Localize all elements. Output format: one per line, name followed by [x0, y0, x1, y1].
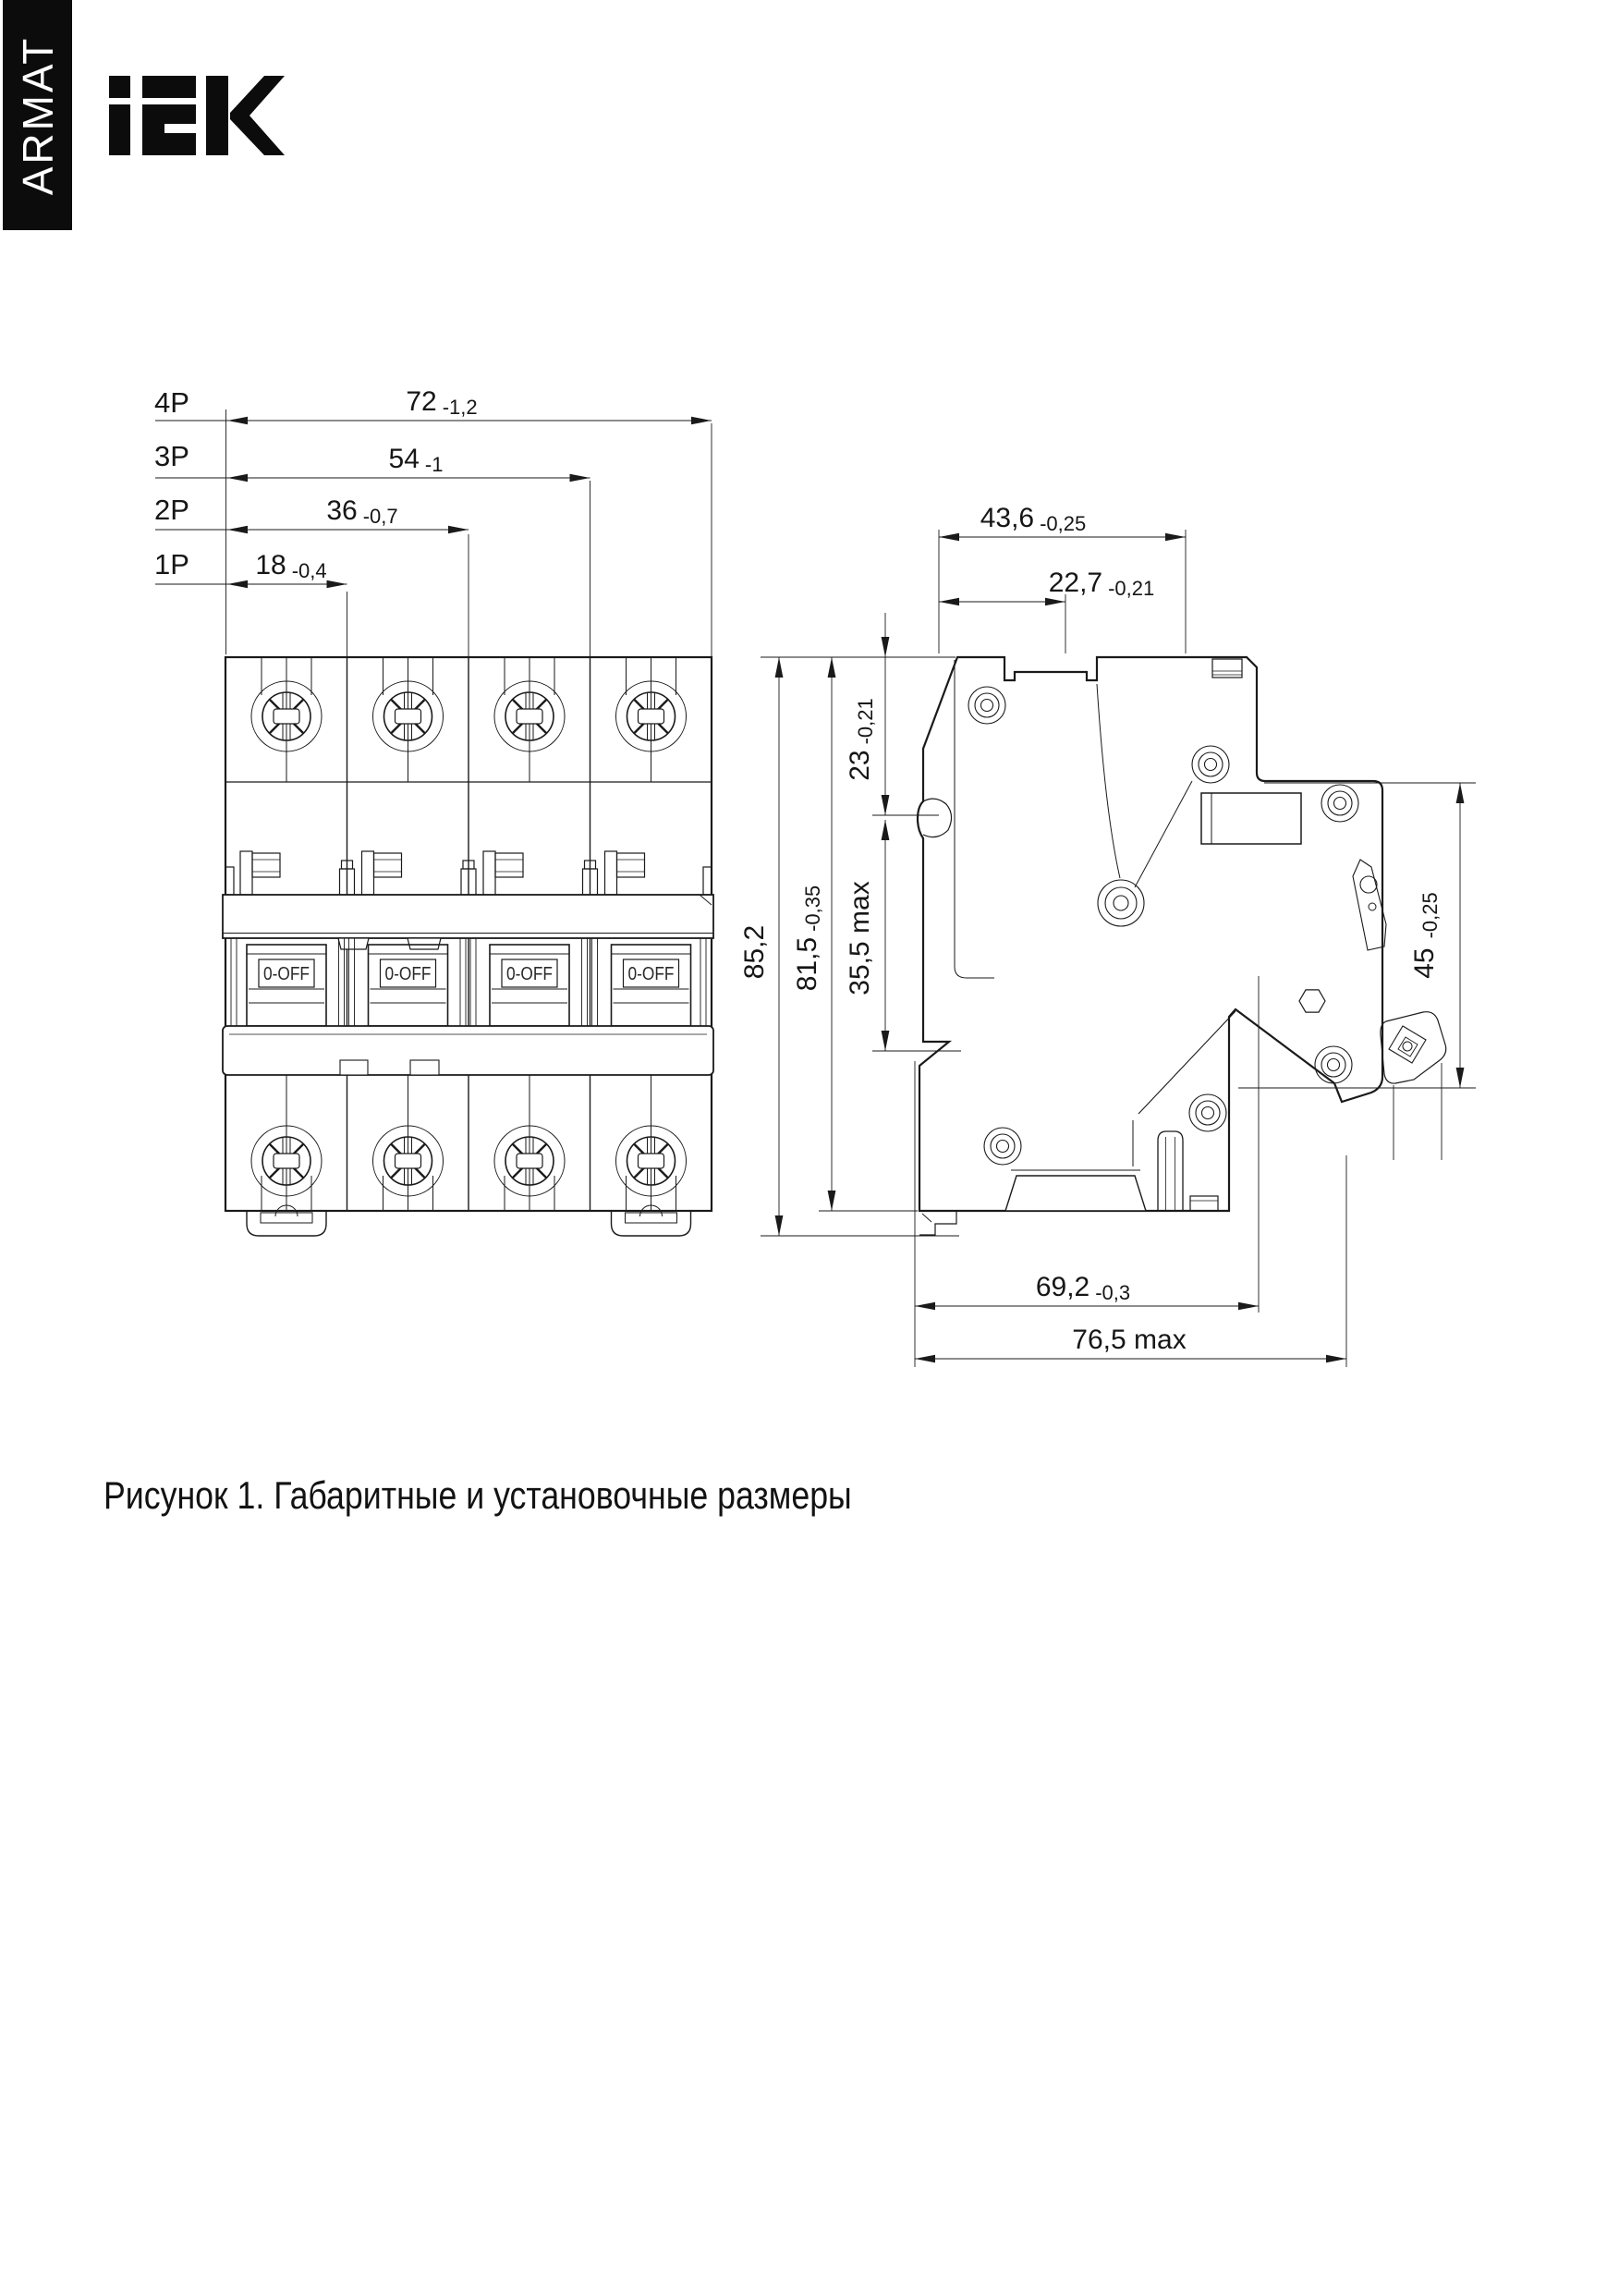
series-label: ARMAT [13, 35, 62, 195]
handle-label-4: 0-OFF [627, 964, 675, 984]
dim-side-width-top: 43,6 -0,25 [980, 503, 1087, 535]
pole-label-4p: 4P [154, 386, 189, 419]
pole-label-2p: 2P [154, 494, 189, 526]
dim-width-4p: 72 -1,2 [406, 386, 478, 419]
handle-label-2: 0-OFF [384, 964, 432, 984]
dim-side-depth-mid: 35,5 max [845, 881, 875, 995]
front-view-body-linework [223, 657, 713, 1236]
dim-side-height-body: 81,5-0,35 [792, 885, 824, 992]
dim-side-depth-top: 23-0,21 [845, 698, 877, 781]
side-view [739, 503, 1476, 1367]
pole-label-1p: 1P [154, 548, 189, 580]
dim-width-3p: 54 -1 [388, 444, 444, 476]
side-view-body-linework [918, 657, 1446, 1235]
dim-side-width-top2: 22,7 -0,21 [1048, 568, 1155, 600]
dim-side-width-bottom2: 76,5 max [1072, 1325, 1187, 1355]
front-lower-band [223, 1026, 713, 1075]
figure-caption: Рисунок 1. Габаритные и установочные размеры [103, 1473, 852, 1517]
handle-label-3: 0-OFF [506, 964, 553, 984]
pole-label-3p: 3P [154, 440, 189, 472]
dim-side-height-right: 45-0,25 [1409, 892, 1442, 979]
dim-width-1p: 18 -0,4 [255, 550, 327, 582]
front-dimensions [155, 409, 712, 657]
handle-label-1: 0-OFF [263, 964, 310, 984]
dim-side-height-total: 85,2 [739, 924, 770, 980]
dim-width-2p: 36 -0,7 [326, 495, 398, 528]
front-view [154, 386, 713, 1236]
dim-side-width-bottom: 69,2 -0,3 [1035, 1272, 1131, 1304]
